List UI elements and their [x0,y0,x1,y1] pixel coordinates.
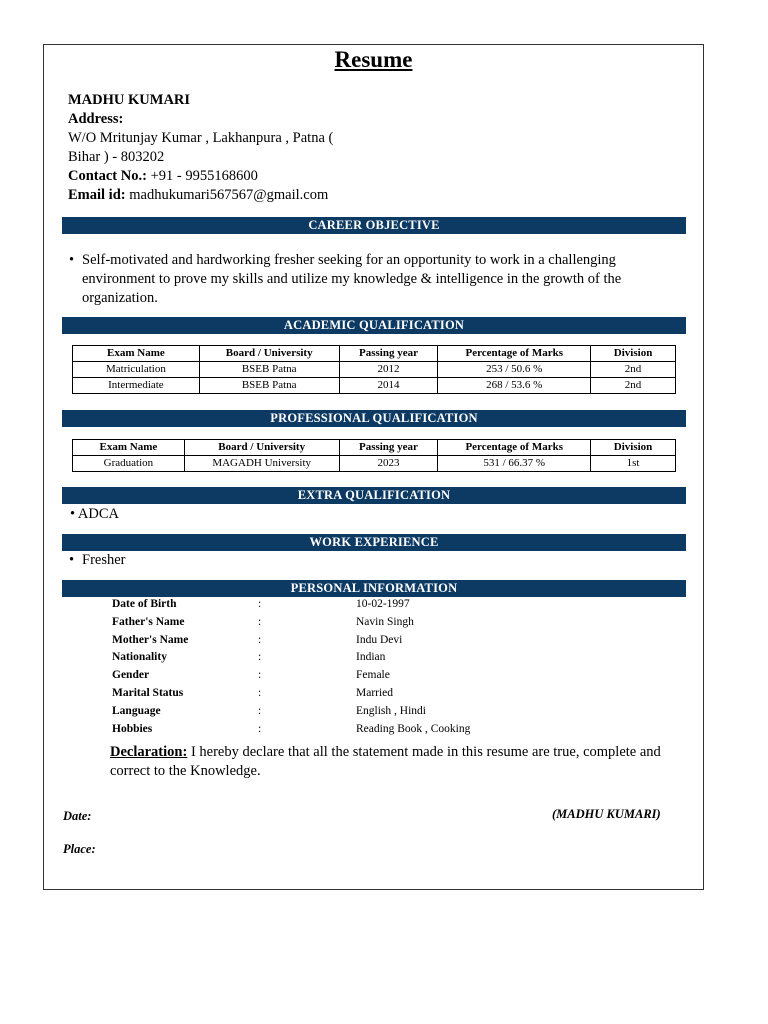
table-cell: 2nd [591,378,676,394]
table-header-cell: Passing year [339,346,438,362]
declaration-text: I hereby declare that all the statement made in this resume are true, complete and correct to the Knowledge. [110,744,661,779]
table-cell: 268 / 53.6 % [438,378,591,394]
table-cell: Intermediate [73,378,200,394]
personal-info-label: Father's Name [112,615,185,628]
personal-info-value: Married [356,686,394,699]
table-cell: 2014 [339,378,438,394]
table-header-cell: Percentage of Marks [438,440,591,456]
address-line-2: Bihar ) - 803202 [68,149,165,165]
personal-info-value: 10-02-1997 [356,598,410,610]
personal-info-value: Reading Book , Cooking [356,722,471,735]
academic-table-body [73,362,676,394]
personal-info-separator: : [258,615,262,628]
bullet-icon: • [69,252,75,268]
resume-page [43,44,704,890]
section-header-academic: ACADEMIC QUALIFICATION [62,317,686,334]
personal-info-label: Nationality [112,651,167,664]
personal-info-separator: : [258,651,262,664]
personal-info-separator: : [258,686,262,699]
personal-info-separator: : [258,633,262,646]
email-value: madhukumari567567@gmail.com [125,187,329,203]
table-header-cell: Board / University [199,346,339,362]
table-header-cell: Exam Name [73,440,185,456]
table-header-cell: Exam Name [73,346,200,362]
table-cell: MAGADH University [184,456,339,472]
table-row [73,378,676,394]
place-label: Place: [63,842,96,856]
personal-info-value: Indu Devi [356,633,403,646]
signature-name: (MADHU KUMARI) [552,807,661,821]
table-header-row [73,440,676,456]
career-objective-item [69,251,669,308]
personal-info-value: English , Hindi [356,704,426,717]
table-cell: 2023 [339,456,438,472]
table-header-cell: Percentage of Marks [438,346,591,362]
section-header-personal: PERSONAL INFORMATION [62,580,686,597]
address-line-1: W/O Mritunjay Kumar , Lakhanpura , Patna ( [68,130,334,146]
section-header-work: WORK EXPERIENCE [62,534,686,551]
contact-value: +91 - 9955168600 [146,168,258,184]
declaration-label: Declaration: [110,744,188,760]
personal-info-value: Navin Singh [356,615,414,628]
extra-qualification-item: • ADCA [70,506,119,522]
email-line [68,186,333,205]
personal-info-value: Female [356,669,390,682]
section-header-career-objective: CAREER OBJECTIVE [62,217,686,234]
table-cell: Matriculation [73,362,200,378]
personal-info-label: Language [112,704,161,717]
page-title: Resume [334,47,413,72]
address-label: Address: [68,111,124,127]
table-header-row [73,346,676,362]
table-row [73,456,676,472]
email-label: Email id: [68,187,126,203]
table-header-cell: Board / University [184,440,339,456]
contact-block [68,91,333,205]
declaration [110,743,680,781]
table-cell: 2012 [339,362,438,378]
personal-info-separator: : [258,598,262,610]
table-header-cell: Division [591,440,676,456]
work-experience-text: Fresher [82,552,126,568]
academic-table [72,345,676,394]
personal-info-separator: : [258,704,262,717]
personal-info-separator: : [258,722,262,735]
table-cell: 253 / 50.6 % [438,362,591,378]
personal-info-label: Hobbies [112,722,153,735]
career-objective-text: Self-motivated and hardworking fresher seeking for an opportunity to work in a challenging environment to prove my skills and utilize my knowledge & intelligence in the growth of the organization. [82,252,622,306]
work-experience-item [69,551,126,570]
candidate-name: MADHU KUMARI [68,92,191,108]
personal-info-label: Marital Status [112,686,184,699]
professional-table [72,439,676,472]
section-header-extra: EXTRA QUALIFICATION [62,487,686,504]
contact-line [68,167,333,186]
personal-info-label: Date of Birth [112,598,177,610]
table-cell: Graduation [73,456,185,472]
table-cell: 2nd [591,362,676,378]
date-label: Date: [63,809,92,823]
table-header-cell: Division [591,346,676,362]
personal-info-separator: : [258,669,262,682]
personal-info-label: Mother's Name [112,633,189,646]
table-cell: BSEB Patna [199,362,339,378]
table-cell: BSEB Patna [199,378,339,394]
table-row [73,362,676,378]
contact-label: Contact No.: [68,168,147,184]
personal-info-value: Indian [356,651,386,664]
bullet-icon: • [69,552,75,568]
table-header-cell: Passing year [339,440,438,456]
personal-info-label: Gender [112,669,150,682]
professional-table-body [73,456,676,472]
table-cell: 531 / 66.37 % [438,456,591,472]
section-header-professional: PROFESSIONAL QUALIFICATION [62,410,686,427]
table-cell: 1st [591,456,676,472]
